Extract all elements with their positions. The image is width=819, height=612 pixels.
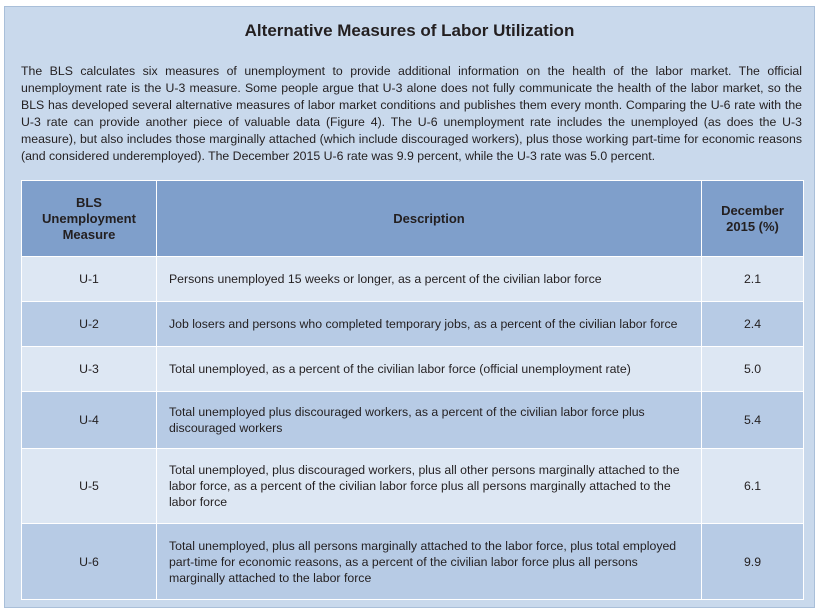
measure-code: U-1 [22,257,157,302]
measure-value: 5.0 [702,347,804,392]
table-row [22,347,804,392]
measure-description: Total unemployed plus discouraged workers, as a percent of the civilian labor force plus discouraged workers [156,392,701,449]
header-value: December 2015 (%) [702,181,804,257]
table-row [22,257,804,302]
measure-value: 6.1 [702,449,804,524]
table-row [22,392,804,449]
table-row [22,524,804,600]
measure-description: Job losers and persons who completed temporary jobs, as a percent of the civilian labor force [156,302,701,347]
table-header-row [22,181,804,257]
sidebar-panel [4,6,815,608]
measure-code: U-4 [22,392,157,449]
table-row [22,449,804,524]
measure-code: U-2 [22,302,157,347]
measure-value: 5.4 [702,392,804,449]
measure-value: 9.9 [702,524,804,600]
unemployment-measures-table [21,180,804,600]
measure-description: Total unemployed, plus discouraged workers, plus all other persons marginally attached to the labor force, as a percent of the civilian labor force plus all persons marginally attached to the labor force [156,449,701,524]
measure-description: Persons unemployed 15 weeks or longer, as a percent of the civilian labor force [156,257,701,302]
panel-title: Alternative Measures of Labor Utilization [244,21,575,40]
measure-value: 2.4 [702,302,804,347]
measure-code: U-5 [22,449,157,524]
measure-description: Total unemployed, as a percent of the civilian labor force (official unemployment rate) [156,347,701,392]
measure-code: U-3 [22,347,157,392]
measure-code: U-6 [22,524,157,600]
intro-paragraph: The BLS calculates six measures of unemployment to provide additional information on the health of the labor market. The official unemployment rate is the U-3 measure. Some people argue that U-3 alone does not fully communicate the health of the labor market, so the BLS has developed several alternative measures of labor market conditions and publishes them every month. Comparing the U-6 rate with the U-3 rate can provide another piece of valuable data (Figure 4). The U-6 unemployment rate includes the unemployed (as does the U-3 measure), but also includes those marginally attached (which include discouraged workers), plus those working part-time for economic reasons (and considered underemployed). The December 2015 U-6 rate was 9.9 percent, while the U-3 rate was 5.0 percent. [21,64,802,163]
header-description: Description [156,181,701,257]
table-row [22,302,804,347]
header-measure: BLS Unemployment Measure [22,181,157,257]
measure-description: Total unemployed, plus all persons marginally attached to the labor force, plus total employed part-time for economic reasons, as a percent of the civilian labor force plus all persons marginally attached to the labor force [156,524,701,600]
measure-value: 2.1 [702,257,804,302]
